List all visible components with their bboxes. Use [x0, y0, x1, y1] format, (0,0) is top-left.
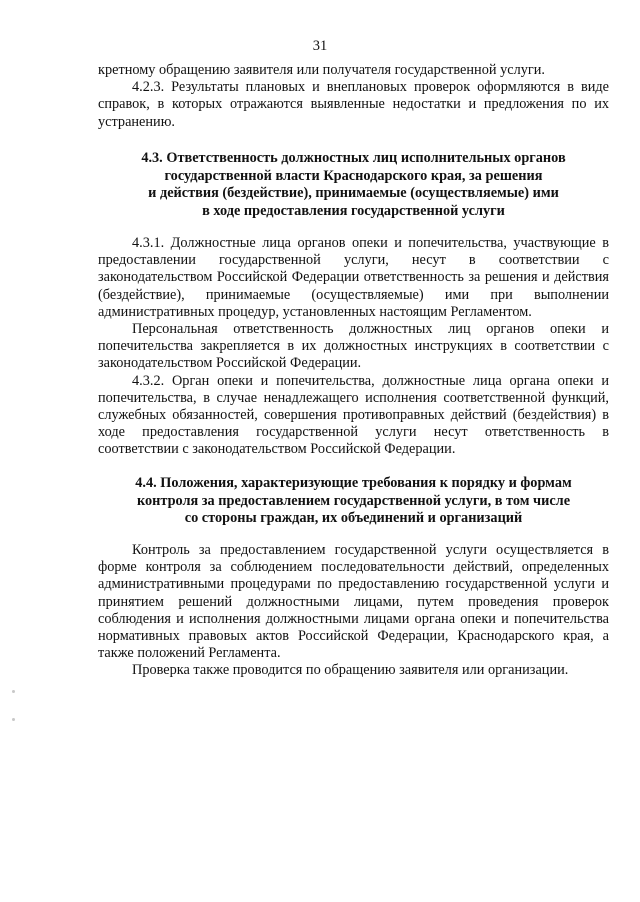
heading-line: 4.3. Ответственность должностных лиц исполнительных органов [141, 150, 566, 166]
continuation-text [98, 62, 609, 131]
heading-line: 4.4. Положения, характеризующие требования к порядку и формам [135, 475, 572, 491]
paragraph-4-3-1: 4.3.1. Должностные лица органов опеки и попечительства, участвующие в предоставлении государственной услуги, несут в соответствии с законодательством Российской Федерации ответственность за решения и действия (бездействие), принимаемые (осуществляемые) ими при выполнении административных процедур, установленных настоящим Регламентом. [98, 235, 609, 320]
page-number: 31 [312, 38, 328, 54]
section-4-4-heading [98, 475, 609, 528]
paragraph-inspection: Проверка также проводится по обращению заявителя или организации. [132, 662, 569, 679]
heading-line: и действия (бездействие), принимаемые (осуществляемые) ими [148, 185, 559, 201]
paragraph-personal-responsibility: Персональная ответственность должностных лиц органов опеки и попечительства закрепляется в их должностных инструкциях в соответствии с законодательством Российской Федерации. [98, 321, 609, 372]
scan-artifact [12, 690, 15, 693]
continuation-paragraph: кретному обращению заявителя или получателя государственной услуги. [98, 62, 545, 78]
heading-line: государственной власти Краснодарского края, за решения [164, 167, 543, 184]
paragraph-4-3-2: 4.3.2. Орган опеки и попечительства, должностные лица органа опеки и попечительства, в случае ненадлежащего исполнения соответственной функций, служебных обязанностей, совершения противоправных действий (бездействия) в ходе предоставления государственной услуги несут ответственность в соответствии с законодательством Российской Федерации. [98, 372, 609, 458]
paragraph-control: Контроль за предоставлением государственной услуги осуществляется в форме контроля за соблюдением последовательности действий, определенных административными процедурами по предоставлению государственной услуги и принятием решений должностными лицами, путем проведения проверок соблюдения и исполнения должностными лицами органа опеки и попечительства нормативных правовых актов Российской Федерации, Краснодарского края, а также положений Регламента. [98, 542, 609, 662]
heading-line: в ходе предоставления государственной услуги [202, 202, 505, 219]
section-4-3-heading [98, 150, 609, 220]
scan-artifact [12, 718, 15, 721]
heading-line: со стороны граждан, их объединений и организаций [184, 510, 523, 526]
heading-line: контроля за предоставлением государственной услуги, в том числе [136, 492, 571, 509]
section-4-3-body [98, 235, 609, 459]
paragraph-4-2-3: 4.2.3. Результаты плановых и внеплановых проверок оформляются в виде справок, в которых отражаются выявленные недостатки и предложения по их устранению. [98, 79, 609, 130]
section-4-4-body [98, 542, 609, 680]
